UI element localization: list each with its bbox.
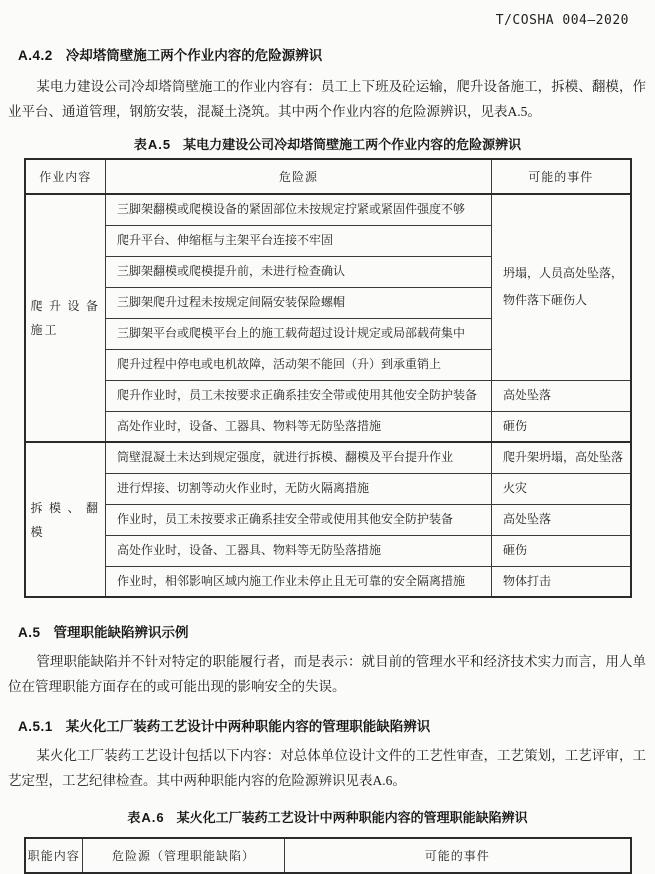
standard-code: T/COSHA 004—2020 [495,13,629,28]
hazard-cell: 作业时，相邻影响区域内施工作业未停止且无可靠的安全隔离措施 [106,566,492,597]
table-row [25,566,631,597]
hazard-cell: 筒壁混凝土未达到规定强度，就进行拆模、翻模及平台提升作业 [106,442,492,473]
table-a6-number: 表A.6 [127,810,165,825]
hazard-cell: 三脚架翻模或爬模设备的紧固部位未按规定拧紧或紧固件强度不够 [106,194,492,225]
table-row [25,380,631,411]
section-title: 管理职能缺陷辨识示例 [53,625,189,640]
hazard-cell: 三脚架翻模或爬模提升前，未进行检查确认 [106,256,492,287]
event-cell: 砸伤 [492,535,631,566]
section-heading-a42 [18,44,655,64]
col-header-event: 可能的事件 [492,159,631,194]
col-header-activity: 作业内容 [25,159,106,194]
table-row [25,535,631,566]
table-a5-caption [0,134,655,153]
table-a5-title: 某电力建设公司冷却塔筒壁施工两个作业内容的危险源辨识 [183,137,522,152]
hazard-cell: 作业时，员工未按要求正确系挂安全带或使用其他安全防护装备 [106,504,492,535]
paragraph-a51: 某火化工厂装药工艺设计包括以下内容：对总体单位设计文件的工艺性审查，工艺策划，工艺评审，工艺定型，工艺纪律检查。其中两种职能内容的危险源辨识见表A.6。 [8,748,646,788]
paragraph-a5: 管理职能缺陷并不针对特定的职能履行者，而是表示：就目前的管理水平和经济技术实力而言，用人单位在管理职能方面存在的或可能出现的影响安全的失误。 [8,654,646,694]
col-header-function: 职能内容 [25,838,83,873]
table-row [25,194,631,225]
table-a6 [24,837,632,874]
table-row [25,504,631,535]
table-a6-header-row [25,838,631,873]
category-cell-climbing: 爬升设备施工 [25,194,106,442]
table-a5 [24,158,632,598]
section-number: A.5.1 [18,719,53,734]
event-cell: 高处坠落 [492,504,631,535]
paragraph-a42: 某电力建设公司冷却塔筒壁施工的作业内容有：员工上下班及砼运输，爬升设备施工，拆模、翻模，作业平台、通道管理，钢筋安装，混凝土浇筑。其中两个作业内容的危险源辨识，见表A.5。 [8,79,646,119]
col-header-hazard-defect: 危险源（管理职能缺陷） [83,838,285,873]
event-cell: 火灾 [492,473,631,504]
table-a5-number: 表A.5 [133,137,172,152]
section-title: 冷却塔筒壁施工两个作业内容的危险源辨识 [65,48,323,63]
hazard-cell: 进行焊接、切割等动火作业时，无防火隔离措施 [106,473,492,504]
hazard-cell: 三脚架平台或爬模平台上的施工载荷超过设计规定或局部载荷集中 [106,318,492,349]
event-cell: 物体打击 [492,566,631,597]
hazard-cell: 高处作业时，设备、工器具、物料等无防坠落措施 [106,535,492,566]
hazard-cell: 爬升作业时，员工未按要求正确系挂安全带或使用其他安全防护装备 [106,380,492,411]
table-row [25,442,631,473]
hazard-cell: 三脚架爬升过程未按规定间隔安装保险螺帽 [106,287,492,318]
section-heading-a5 [18,621,655,641]
event-cell-merged: 坍塌，人员高处坠落，物件落下砸伤人 [492,194,631,380]
col-header-hazard: 危险源 [106,159,492,194]
event-cell: 爬升架坍塌，高处坠落 [492,442,631,473]
section-number: A.5 [18,625,41,640]
hazard-cell: 高处作业时，设备、工器具、物料等无防坠落措施 [106,411,492,442]
hazard-cell: 爬升过程中停电或电机故障，活动架不能回（升）到承重销上 [106,349,492,380]
event-cell: 高处坠落 [492,380,631,411]
table-a6-title: 某火化工厂装药工艺设计中两种职能内容的管理职能缺陷辨识 [176,810,528,825]
section-title: 某火化工厂装药工艺设计中两种职能内容的管理职能缺陷辨识 [65,719,431,734]
category-cell-formwork: 拆模、翻模 [25,442,106,597]
section-heading-a51 [18,715,655,735]
event-cell: 砸伤 [492,411,631,442]
table-row [25,411,631,442]
table-a5-header-row [25,159,631,194]
section-number: A.4.2 [18,48,53,63]
col-header-event: 可能的事件 [285,838,631,873]
hazard-cell: 爬升平台、伸缩框与主架平台连接不牢固 [106,225,492,256]
table-a6-caption [0,807,655,826]
table-row [25,473,631,504]
